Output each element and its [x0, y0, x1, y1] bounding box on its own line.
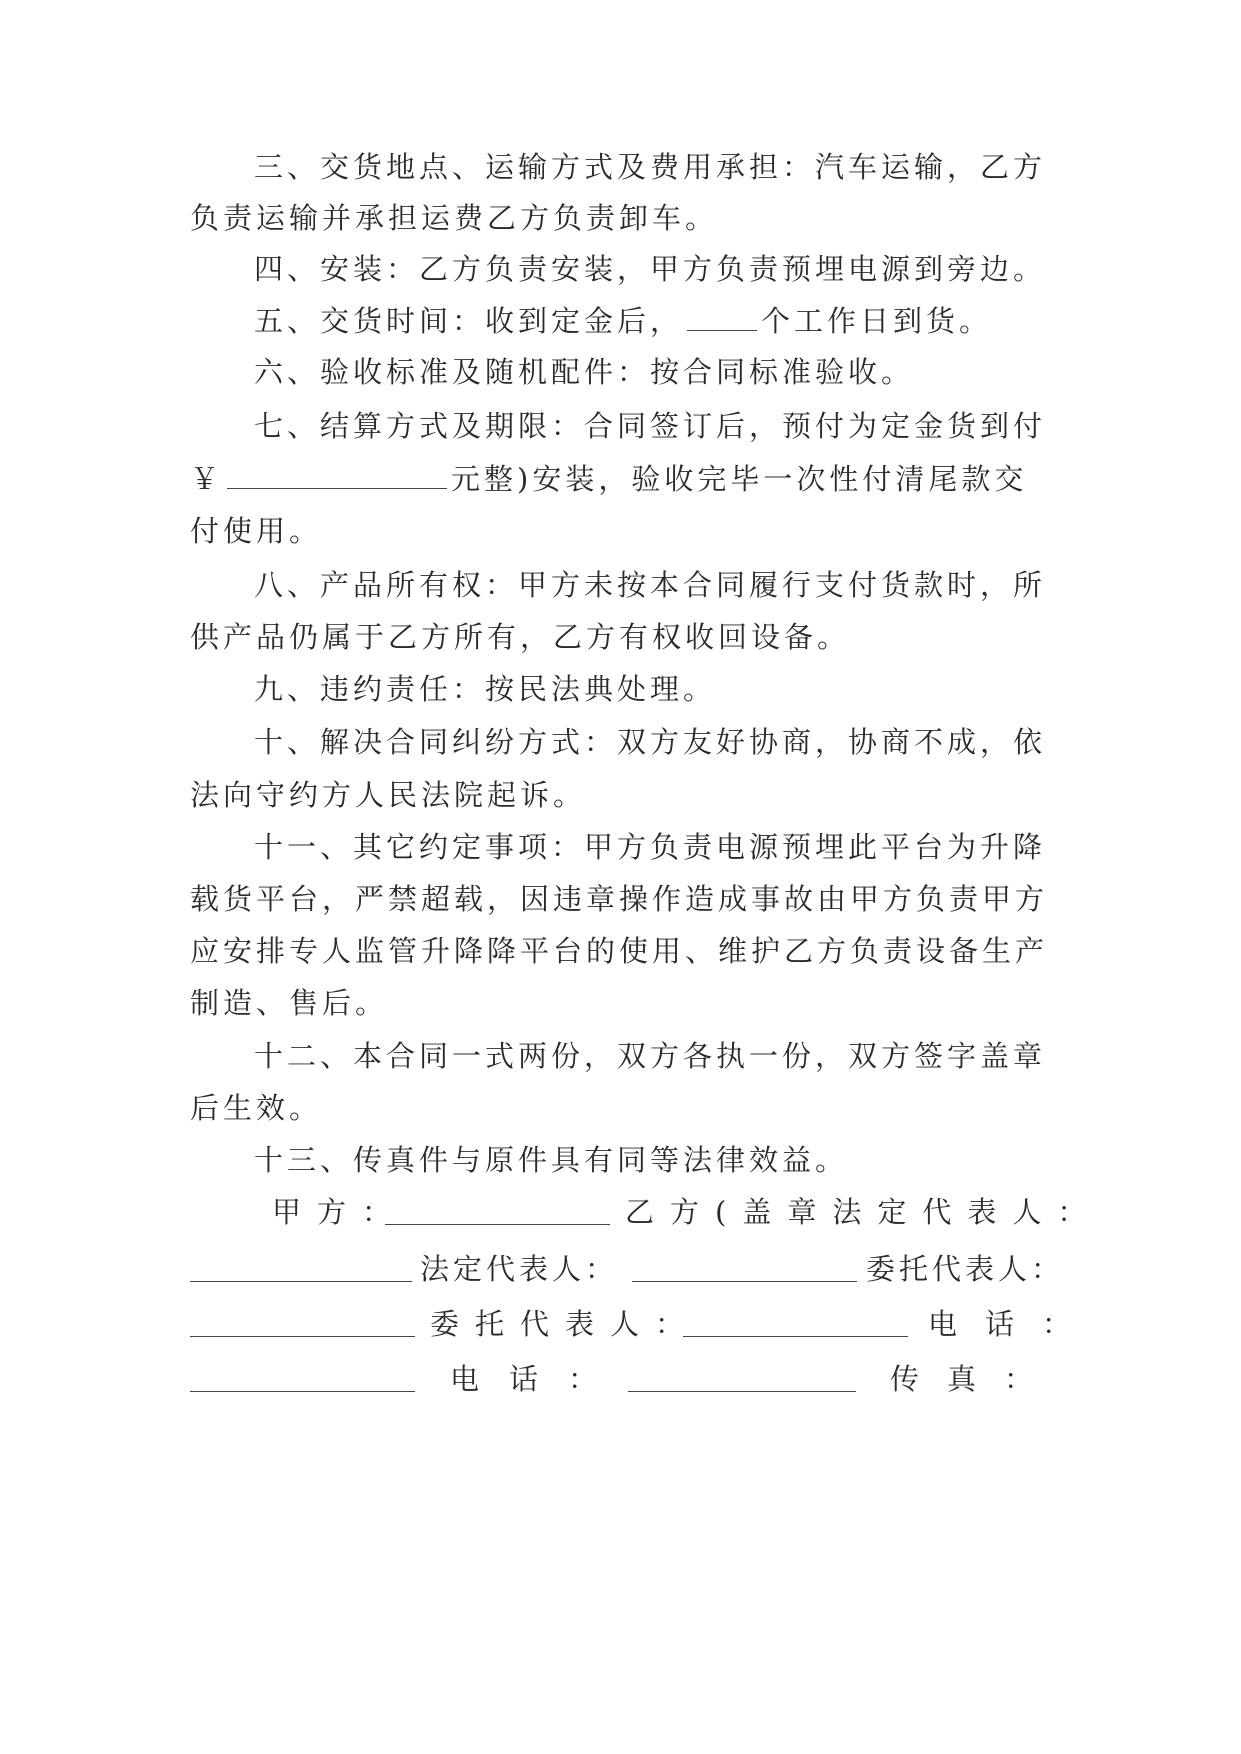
agent-label: 委托代表人：: [866, 1252, 1065, 1286]
clause-11-line-1: 十一、其它约定事项：甲方负责电源预埋此平台为升降: [254, 830, 1047, 864]
clause-4-line-1: 四、安装：乙方负责安装，甲方负责预埋电源到旁边。: [254, 252, 1047, 286]
clause-10-line-2: 法向守约方人民法院起诉。: [190, 778, 587, 812]
party-b-label: 乙方(盖章法定代表人：: [625, 1195, 1103, 1229]
clause-8-line-2: 供产品仍属于乙方所有，乙方有权收回设备。: [190, 620, 851, 654]
clause-3-line-2: 负责运输并承担运费乙方负责卸车。: [190, 201, 719, 235]
legal-rep-blank: [632, 1280, 857, 1282]
clause-12-line-1: 十二、本合同一式两份，双方各执一份，双方签字盖章: [254, 1039, 1047, 1073]
clause-8-line-1: 八、产品所有权：甲方未按本合同履行支付货款时，所: [254, 568, 1047, 602]
delivery-days-blank: [687, 329, 757, 331]
clause-10-line-1: 十、解决合同纠纷方式：双方友好协商，协商不成，依: [254, 725, 1047, 759]
clause-7-line-3: 付使用。: [190, 514, 323, 548]
agent2-blank: [683, 1335, 908, 1337]
party-a-label: 甲方：: [272, 1195, 408, 1229]
phone2-label: 电话：: [450, 1362, 628, 1396]
clause-6-line-1: 六、验收标准及随机配件：按合同标准验收。: [254, 355, 915, 389]
party-a-blank: [385, 1223, 610, 1225]
currency-symbol: ￥: [190, 462, 224, 496]
clause-5-text-b: 个工作日到货。: [761, 304, 993, 338]
clause-5-text-a: 五、交货时间：收到定金后，: [254, 304, 684, 338]
agent2-label: 委托代表人：: [430, 1307, 701, 1341]
amount-blank: [227, 487, 447, 489]
clause-7-line-1: 七、结算方式及期限：合同签订后，预付为定金货到付: [254, 409, 1047, 443]
clause-11-line-3: 应安排专人监管升降降平台的使用、维护乙方负责设备生产: [190, 934, 1049, 968]
clause-7-line-2: [190, 450, 1050, 508]
agent-blank: [190, 1335, 415, 1337]
clause-5-line-1: [254, 292, 1050, 350]
phone2-blank: [628, 1390, 856, 1392]
party-b-rep-blank: [190, 1280, 412, 1282]
clause-3-line-1: 三、交货地点、运输方式及费用承担：汽车运输，乙方: [254, 150, 1047, 184]
legal-rep-label: 法定代表人：: [420, 1252, 619, 1286]
phone-label: 电话：: [928, 1307, 1100, 1341]
phone-blank: [190, 1390, 415, 1392]
clause-11-line-4: 制造、售后。: [190, 986, 389, 1020]
fax-label: 传真：: [890, 1362, 1062, 1396]
clause-12-line-2: 后生效。: [190, 1091, 323, 1125]
clause-9-line-1: 九、违约责任：按民法典处理。: [254, 672, 717, 706]
clause-11-line-2: 载货平台，严禁超载，因违章操作造成事故由甲方负责甲方: [190, 882, 1049, 916]
clause-7-text-b: 元整)安装，验收完毕一次性付清尾款交: [451, 462, 1028, 496]
clause-13-line-1: 十三、传真件与原件具有同等法律效益。: [254, 1143, 849, 1177]
